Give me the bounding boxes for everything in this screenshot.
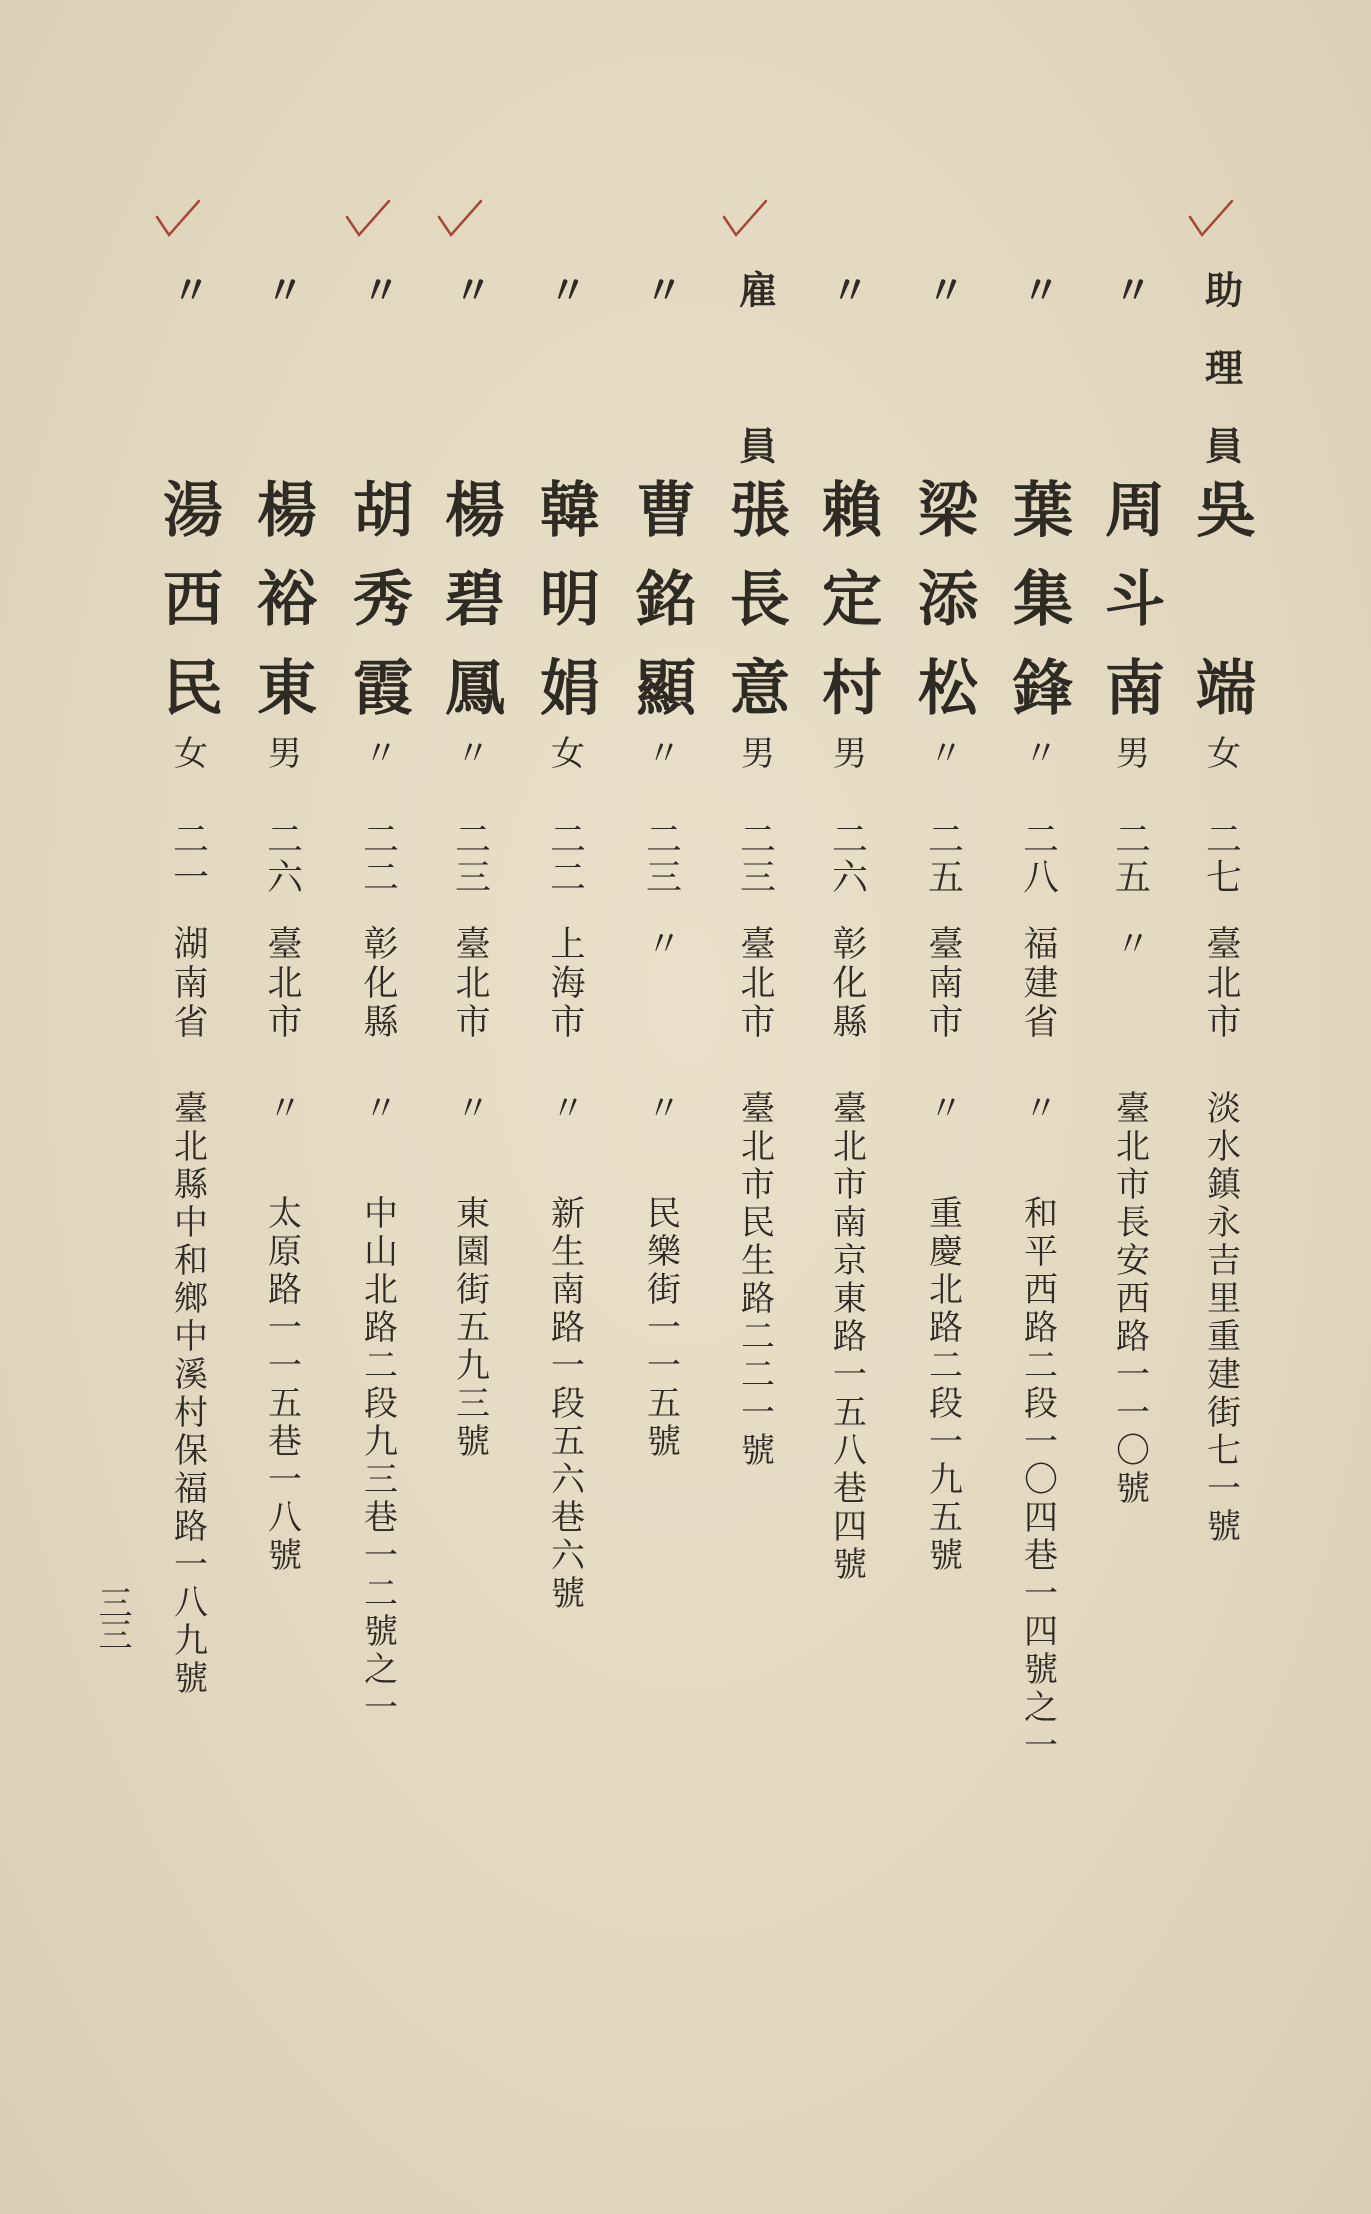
person-name: 楊碧鳳 bbox=[435, 478, 505, 745]
gender: 女 bbox=[1200, 735, 1241, 769]
roster-row bbox=[1186, 0, 1256, 2214]
gender: 男 bbox=[261, 735, 302, 769]
role-label: 〃 bbox=[447, 270, 493, 348]
role-label: 〃 bbox=[542, 270, 588, 348]
address: 臺北市民生路二二一號 bbox=[734, 1090, 775, 1470]
birthplace: 〃 bbox=[641, 925, 681, 964]
address: 東園街五九三號 bbox=[449, 1195, 490, 1461]
role-label: 雇 員 bbox=[732, 270, 778, 504]
person-name: 吳 端 bbox=[1186, 478, 1256, 745]
gender: 男 bbox=[826, 735, 867, 769]
gender: 女 bbox=[544, 735, 585, 769]
birthplace: 〃 bbox=[1110, 925, 1150, 964]
roster-row bbox=[1003, 0, 1073, 2214]
check-mark-icon bbox=[343, 195, 393, 245]
person-name: 賴定村 bbox=[812, 478, 882, 745]
age: 二五 bbox=[1109, 820, 1151, 896]
person-name: 張長意 bbox=[720, 478, 790, 745]
address: 臺北市長安西路一一〇號 bbox=[1109, 1090, 1150, 1508]
person-name: 梁添松 bbox=[908, 478, 978, 745]
check-mark-icon bbox=[720, 195, 770, 245]
gender: 〃 bbox=[357, 735, 398, 769]
address-ditto-mark: 〃 bbox=[640, 1090, 681, 1124]
role-label: 〃 bbox=[920, 270, 966, 348]
age: 二六 bbox=[261, 820, 303, 896]
person-name: 胡秀霞 bbox=[343, 478, 413, 745]
role-label: 〃 bbox=[1107, 270, 1153, 348]
person-name: 曹銘顯 bbox=[626, 478, 696, 745]
gender: 〃 bbox=[640, 735, 681, 769]
age: 二二 bbox=[544, 820, 586, 896]
gender: 男 bbox=[734, 735, 775, 769]
address: 民樂街一一五號 bbox=[640, 1195, 681, 1461]
age: 二八 bbox=[1017, 820, 1059, 896]
page-number: 三三 bbox=[92, 1585, 132, 1649]
address: 淡水鎮永吉里重建街七一號 bbox=[1200, 1090, 1241, 1546]
address-ditto-mark: 〃 bbox=[1017, 1090, 1058, 1124]
person-name: 韓明娟 bbox=[530, 478, 600, 745]
person-name: 湯西民 bbox=[153, 478, 223, 745]
address: 新生南路一段五六巷六號 bbox=[544, 1195, 585, 1613]
roster-row bbox=[153, 0, 223, 2214]
birthplace: 福建省 bbox=[1018, 925, 1058, 1042]
role-label: 〃 bbox=[165, 270, 211, 348]
role-label: 〃 bbox=[638, 270, 684, 348]
role-label: 〃 bbox=[1015, 270, 1061, 348]
roster-row bbox=[247, 0, 317, 2214]
gender: 〃 bbox=[449, 735, 490, 769]
roster-row bbox=[812, 0, 882, 2214]
roster-row bbox=[1095, 0, 1165, 2214]
birthplace: 上海市 bbox=[545, 925, 585, 1042]
roster-row bbox=[343, 0, 413, 2214]
age: 二六 bbox=[826, 820, 868, 896]
address: 臺北縣中和鄉中溪村保福路一八九號 bbox=[167, 1090, 208, 1698]
birthplace: 彰化縣 bbox=[358, 925, 398, 1042]
birthplace: 臺北市 bbox=[450, 925, 490, 1042]
check-mark-icon bbox=[153, 195, 203, 245]
birthplace: 臺南市 bbox=[923, 925, 963, 1042]
gender: 女 bbox=[167, 735, 208, 769]
address-ditto-mark: 〃 bbox=[449, 1090, 490, 1124]
address-ditto-mark: 〃 bbox=[922, 1090, 963, 1124]
birthplace: 臺北市 bbox=[1201, 925, 1241, 1042]
address-ditto-mark: 〃 bbox=[544, 1090, 585, 1124]
age: 二三 bbox=[640, 820, 682, 896]
address-ditto-mark: 〃 bbox=[357, 1090, 398, 1124]
age: 二一 bbox=[167, 820, 209, 896]
address: 太原路一一五巷一八號 bbox=[261, 1195, 302, 1575]
address-ditto-mark: 〃 bbox=[261, 1090, 302, 1124]
roster-row bbox=[530, 0, 600, 2214]
role-label: 〃 bbox=[259, 270, 305, 348]
age: 二三 bbox=[734, 820, 776, 896]
birthplace: 彰化縣 bbox=[827, 925, 867, 1042]
address: 臺北市南京東路一五八巷四號 bbox=[826, 1090, 867, 1584]
gender: 〃 bbox=[1017, 735, 1058, 769]
role-label: 〃 bbox=[824, 270, 870, 348]
address: 重慶北路二段一九五號 bbox=[922, 1195, 963, 1575]
roster-row bbox=[435, 0, 505, 2214]
birthplace: 臺北市 bbox=[262, 925, 302, 1042]
age: 二二 bbox=[357, 820, 399, 896]
birthplace: 湖南省 bbox=[168, 925, 208, 1042]
roster-row bbox=[908, 0, 978, 2214]
person-name: 楊裕東 bbox=[247, 478, 317, 745]
address: 和平西路二段一〇四巷一四號之一 bbox=[1017, 1195, 1058, 1765]
gender: 男 bbox=[1109, 735, 1150, 769]
age: 二三 bbox=[449, 820, 491, 896]
age: 二七 bbox=[1200, 820, 1242, 896]
birthplace: 臺北市 bbox=[735, 925, 775, 1042]
role-label: 助理員 bbox=[1198, 270, 1244, 504]
person-name: 葉集鋒 bbox=[1003, 478, 1073, 745]
role-label: 〃 bbox=[355, 270, 401, 348]
person-name: 周斗南 bbox=[1095, 478, 1165, 745]
age: 二五 bbox=[922, 820, 964, 896]
roster-row bbox=[626, 0, 696, 2214]
address: 中山北路二段九三巷一二號之一 bbox=[357, 1195, 398, 1727]
gender: 〃 bbox=[922, 735, 963, 769]
check-mark-icon bbox=[1186, 195, 1236, 245]
roster-row bbox=[720, 0, 790, 2214]
check-mark-icon bbox=[435, 195, 485, 245]
